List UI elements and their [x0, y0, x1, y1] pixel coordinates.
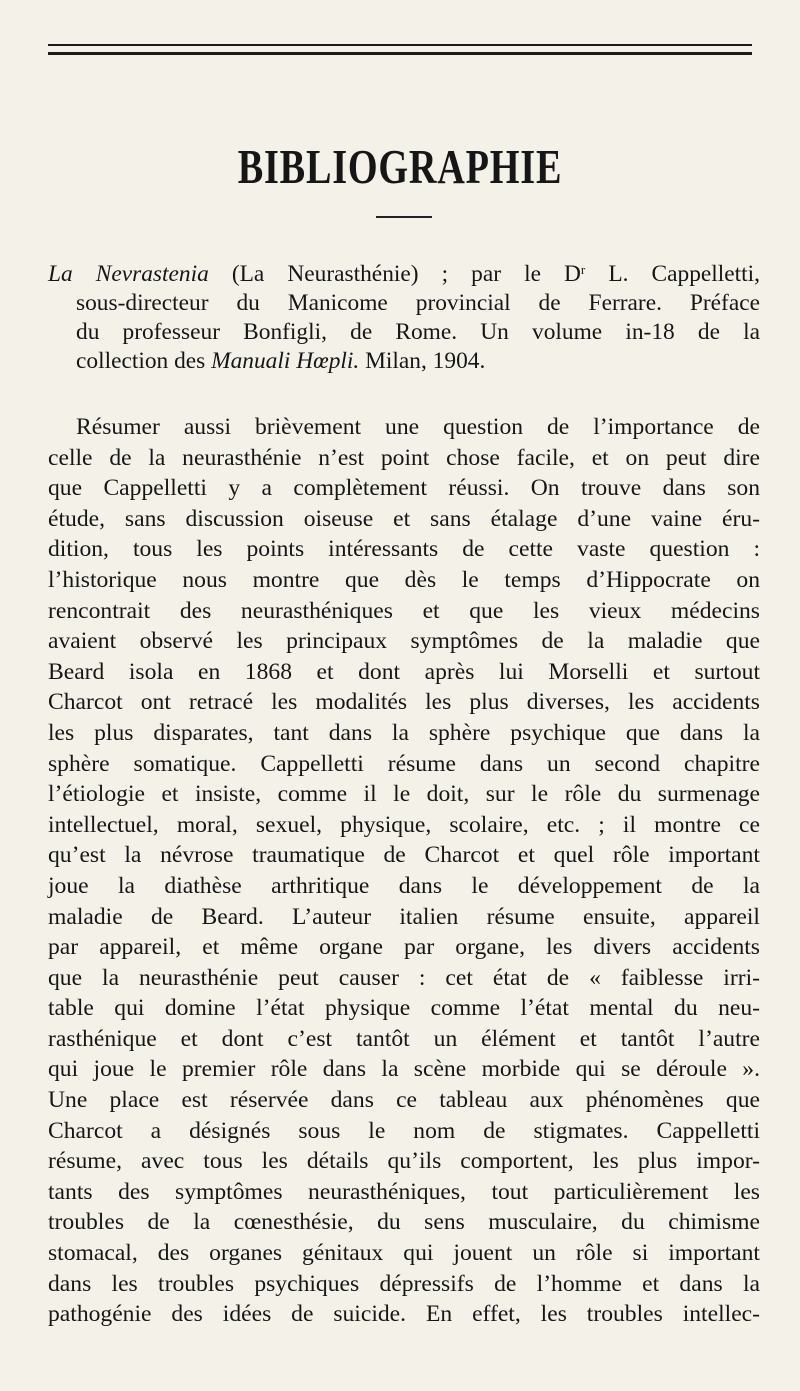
review-line: les plus disparates, tant dans la sphère psychique que dans la — [48, 719, 760, 746]
title-divider — [376, 216, 432, 218]
top-rule — [48, 44, 752, 46]
citation-line-4 — [48, 347, 760, 376]
review-line: tants des symptômes neurasthéniques, tout particulièrement les — [48, 1178, 760, 1205]
citation-translation: (La Neurasthénie) ; par le D — [231, 261, 581, 287]
review-line: qui joue le premier rôle dans la scène morbide qui se déroule ». — [48, 1056, 760, 1083]
review-line: celle de la neurasthénie n’est point chose facile, et on peut dire — [48, 444, 760, 471]
citation-line-2: sous-directeur du Manicome provincial de Ferrare. Préface — [76, 290, 760, 316]
section-title: BIBLIOGRAPHIE — [237, 139, 563, 194]
review-line: stomacal, des organes génitaux qui jouent un rôle si important — [48, 1240, 760, 1267]
review-line: troubles de la cœnesthésie, du sens musculaire, du chimisme — [48, 1209, 760, 1236]
review-line: Beard isola en 1868 et dont après lui Morselli et surtout — [48, 658, 760, 685]
review-line: Charcot a désignés sous le nom de stigmates. Cappelletti — [48, 1117, 760, 1144]
doctor-superscript: r — [580, 262, 586, 277]
review-line: que la neurasthénie peut causer : cet état de « faiblesse irri- — [48, 964, 760, 991]
review-line: maladie de Beard. L’auteur italien résume ensuite, appareil — [48, 903, 760, 930]
citation-author: L. Cappelletti, — [585, 261, 760, 287]
top-rule-thick — [48, 52, 752, 55]
review-line: table qui domine l’état physique comme l’état mental du neu- — [48, 995, 760, 1022]
review-line: joue la diathèse arthritique dans le développement de la — [48, 872, 760, 899]
review-line: l’étiologie et insiste, comme il le doit, sur le rôle du surmenage — [48, 781, 760, 808]
review-line: rasthénique et dont c’est tantôt un élément et tantôt l’autre — [48, 1025, 760, 1052]
review-line: étude, sans discussion oiseuse et sans étalage d’une vaine éru- — [48, 505, 760, 532]
review-line: Résumer aussi brièvement une question de l’importance de — [76, 414, 760, 440]
citation-line-1 — [48, 260, 760, 289]
review-line: avaient observé les principaux symptômes de la maladie que — [48, 628, 760, 655]
work-title: La Nevrastenia — [48, 261, 209, 287]
citation-collection: collection des — [76, 348, 212, 374]
review-line: sphère somatique. Cappelletti résume dans un second chapitre — [48, 750, 760, 777]
review-line: résume, avec tous les détails qu’ils comportent, les plus impor- — [48, 1148, 760, 1175]
citation-place-date: Milan, 1904. — [359, 348, 486, 374]
review-line: par appareil, et même organe par organe, les divers accidents — [48, 934, 760, 961]
review-line: Charcot ont retracé les modalités les plus diverses, les accidents — [48, 689, 760, 716]
review-line: intellectuel, moral, sexuel, physique, scolaire, etc. ; il montre ce — [48, 811, 760, 838]
review-line: Une place est réservée dans ce tableau aux phénomènes que — [48, 1087, 760, 1114]
review-line: l’historique nous montre que dès le temps d’Hippocrate on — [48, 566, 760, 593]
review-line: que Cappelletti y a complètement réussi. On trouve dans son — [48, 475, 760, 502]
review-text — [48, 412, 760, 1330]
review-line: dition, tous les points intéressants de cette vaste question : — [48, 536, 760, 563]
review-line: qu’est la névrose traumatique de Charcot et quel rôle important — [48, 842, 760, 869]
citation-line-3: du professeur Bonfigli, de Rome. Un volume in-18 de la — [76, 319, 760, 345]
review-line: dans les troubles psychiques dépressifs de l’homme et dans la — [48, 1270, 760, 1297]
bibliographic-entry — [48, 260, 760, 376]
series-title: Manuali Hœpli. — [211, 348, 360, 374]
review-line: rencontrait des neurasthéniques et que les vieux médecins — [48, 597, 760, 624]
review-line: pathogénie des idées de suicide. En effet, les troubles intellec- — [48, 1301, 760, 1328]
